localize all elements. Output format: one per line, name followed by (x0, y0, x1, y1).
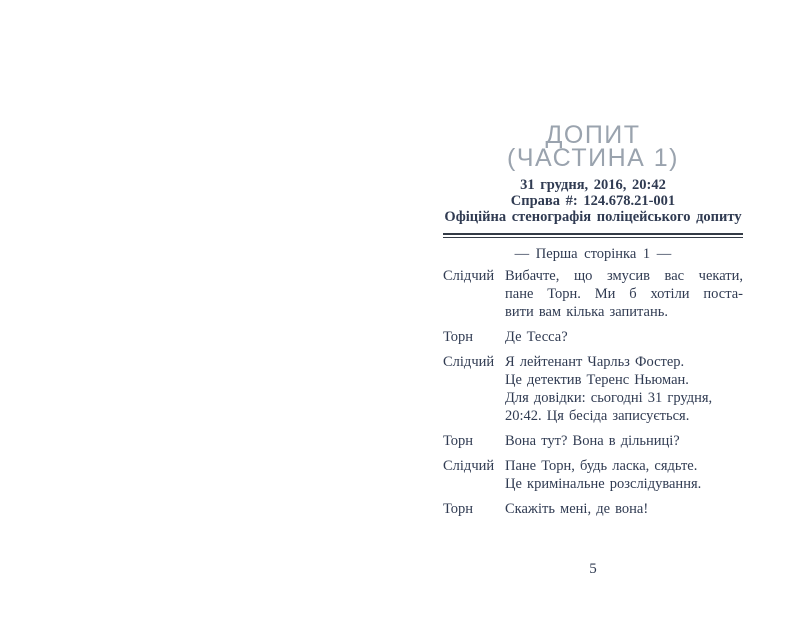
meta-case-number: Справа #: 124.678.21-001 (510, 193, 676, 209)
case-meta (443, 177, 743, 225)
dialogue-line: Вона тут? Вона в дільниці? (505, 433, 680, 449)
dialogue-entry (443, 500, 743, 518)
dialogue-entry (443, 432, 743, 450)
dialogue-line: Де Тесса? (505, 329, 568, 345)
dialogue-line: вити вам кілька запитань. (505, 304, 668, 320)
dialogue-line: Я лейтенант Чарльз Фостер. (505, 354, 685, 370)
chapter-title-line1: ДОПИТ (545, 121, 641, 149)
dialogue-entry (443, 457, 743, 493)
meta-subtitle: Офіційна стенографія поліцейського допиту (444, 209, 742, 225)
dialogue-entry (443, 328, 743, 346)
dialogue-line: пане Торн. Ми б хотіли поста- (505, 286, 743, 302)
dialogue-lines (505, 353, 743, 425)
dialogue-lines (505, 432, 743, 450)
dialogue-speaker: Торн (443, 433, 474, 449)
dialogue-entry (443, 353, 743, 425)
dialogue-line: Пане Торн, будь ласка, сядьте. (505, 458, 698, 474)
dialogue-speaker: Торн (443, 501, 474, 517)
dialogue-speaker: Слідчий (443, 354, 495, 370)
dialogue-speaker: Слідчий (443, 268, 495, 284)
dialogue-lines (505, 267, 743, 321)
dialogue-speaker: Торн (443, 329, 474, 345)
dialogue-speaker: Слідчий (443, 458, 495, 474)
dialogue-entry (443, 267, 743, 321)
page-number: 5 (589, 561, 597, 577)
chapter-title-line2: (ЧАСТИНА 1) (507, 144, 679, 172)
dialogue-lines (505, 500, 743, 518)
dialogue-line: 20:42. Ця бесіда записується. (505, 408, 690, 424)
dialogue-line: Вибачте, що змусив вас чекати, (505, 268, 743, 284)
double-rule-divider (443, 233, 743, 238)
book-page (443, 0, 743, 578)
dialogue-lines (505, 457, 743, 493)
section-label: — Перша сторінка 1 — (514, 246, 672, 262)
dialogue-lines (505, 328, 743, 346)
dialogue-transcript (443, 267, 743, 518)
dialogue-line: Це кримінальне розслідування. (505, 476, 702, 492)
dialogue-line: Скажіть мені, де вона! (505, 501, 649, 517)
dialogue-line: Це детектив Теренс Ньюман. (505, 372, 689, 388)
chapter-title (443, 121, 743, 172)
meta-datetime: 31 грудня, 2016, 20:42 (520, 177, 666, 193)
dialogue-line: Для довідки: сьогодні 31 грудня, (505, 390, 713, 406)
